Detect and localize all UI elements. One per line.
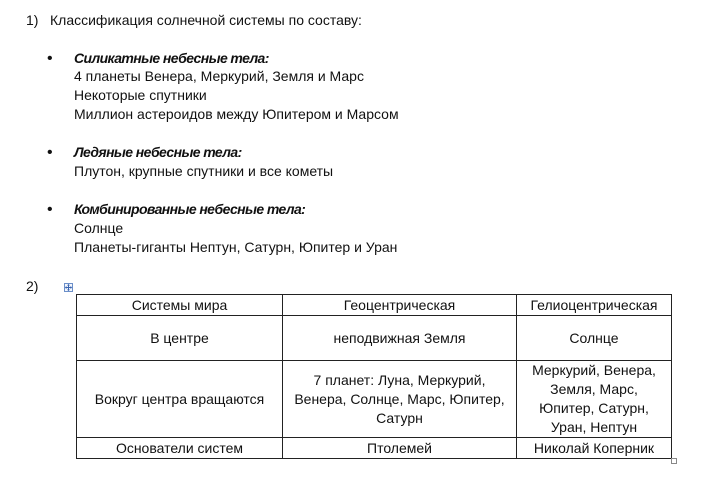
list-number-2: 2) (26, 278, 39, 294)
group-heading-combined: Комбинированные небесные тела: (74, 201, 306, 217)
table-cell: неподвижная Земля (283, 316, 517, 361)
table-cell: Вокруг центра вращаются (77, 361, 283, 438)
table-header-row (77, 295, 672, 316)
table-resize-handle[interactable] (671, 458, 677, 464)
table-cell: Николай Коперник (517, 438, 672, 459)
group-line: Миллион астероидов между Юпитером и Марсом (74, 106, 399, 122)
section-title: Классификация солнечной системы по составу: (50, 12, 362, 28)
bullet-icon: • (47, 201, 53, 218)
table-cell: Меркурий, Венера, Земля, Марс, Юпитер, Сатурн, Уран, Нептун (517, 361, 672, 438)
table-move-handle-icon[interactable] (64, 283, 73, 292)
group-line: 4 планеты Венера, Меркурий, Земля и Марс (74, 68, 364, 84)
group-line: Некоторые спутники (74, 87, 207, 103)
table-row (77, 438, 672, 459)
list-number-1: 1) (26, 12, 39, 28)
table-cell: Птолемей (283, 438, 517, 459)
table-cell: 7 планет: Луна, Меркурий, Венера, Солнце, Марс, Юпитер, Сатурн (283, 361, 517, 438)
table-header-cell: Геоцентрическая (283, 295, 517, 316)
group-line: Планеты-гиганты Нептун, Сатурн, Юпитер и Уран (74, 239, 398, 255)
table-row (77, 316, 672, 361)
table-cell: В центре (77, 316, 283, 361)
table-cell: Основатели систем (77, 438, 283, 459)
table-cell: Солнце (517, 316, 672, 361)
bullet-icon: • (47, 50, 53, 67)
table-header-cell: Гелиоцентрическая (517, 295, 672, 316)
group-line: Плутон, крупные спутники и все кометы (74, 163, 334, 179)
group-heading-silicate: Силикатные небесные тела: (74, 50, 269, 66)
group-heading-ice: Ледяные небесные тела: (74, 144, 242, 160)
table-header-cell: Системы мира (77, 295, 283, 316)
table-row (77, 361, 672, 438)
bullet-icon: • (47, 144, 53, 161)
world-systems-table (76, 294, 672, 459)
group-line: Солнце (74, 220, 124, 236)
